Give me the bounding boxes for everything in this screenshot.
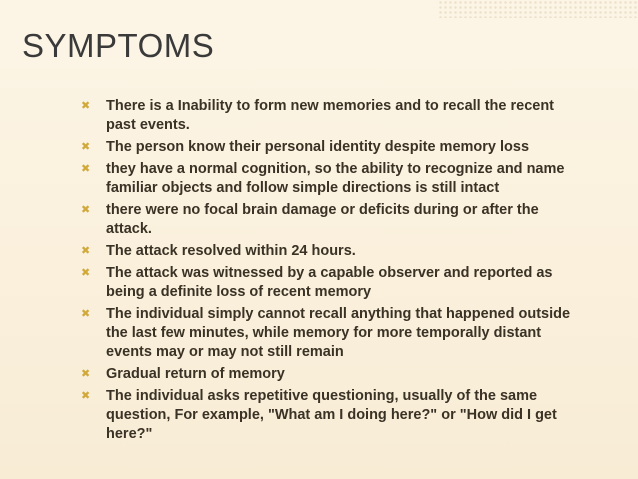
- list-item-text: The attack was witnessed by a capable observer and reported as being a definite loss of recent memory: [106, 265, 553, 300]
- x-mark-icon: ✖: [81, 308, 91, 320]
- list-item: [81, 387, 571, 444]
- x-mark-icon: ✖: [81, 368, 91, 380]
- list-item: [81, 242, 571, 261]
- list-item: [81, 365, 571, 384]
- list-item-text: The individual asks repetitive questioning, usually of the same question, For example, "What am I doing here?" or "How did I get here?": [106, 388, 557, 442]
- title-reflection-text: [24, 64, 194, 66]
- list-item: [81, 160, 571, 198]
- x-mark-icon: ✖: [81, 245, 91, 257]
- x-mark-icon: ✖: [81, 100, 91, 112]
- title-reflection: [24, 64, 194, 76]
- list-item: [81, 264, 571, 302]
- x-mark-icon: ✖: [81, 390, 91, 402]
- list-item-text: Gradual return of memory: [106, 366, 285, 382]
- slide-title: SYMPTOMS: [22, 27, 215, 64]
- x-mark-icon: ✖: [81, 141, 91, 153]
- x-mark-icon: ✖: [81, 267, 91, 279]
- symptom-list: [81, 97, 571, 447]
- list-item: [81, 305, 571, 362]
- list-item: [81, 138, 571, 157]
- corner-dot-pattern: [438, 0, 638, 18]
- list-item-text: The individual simply cannot recall anything that happened outside the last few minutes, while memory for more temporally distant events may or may not still remain: [106, 306, 571, 360]
- list-item-text: There is a Inability to form new memories and to recall the recent past events.: [106, 98, 555, 133]
- list-item-text: The person know their personal identity despite memory loss: [106, 139, 530, 155]
- list-item-text: they have a normal cognition, so the ability to recognize and name familiar objects and follow simple directions is still intact: [106, 161, 565, 196]
- list-item: [81, 97, 571, 135]
- list-item-text: The attack resolved within 24 hours.: [106, 243, 356, 259]
- list-item: [81, 201, 571, 239]
- list-item-text: there were no focal brain damage or deficits during or after the attack.: [106, 202, 539, 237]
- x-mark-icon: ✖: [81, 163, 91, 175]
- x-mark-icon: ✖: [81, 204, 91, 216]
